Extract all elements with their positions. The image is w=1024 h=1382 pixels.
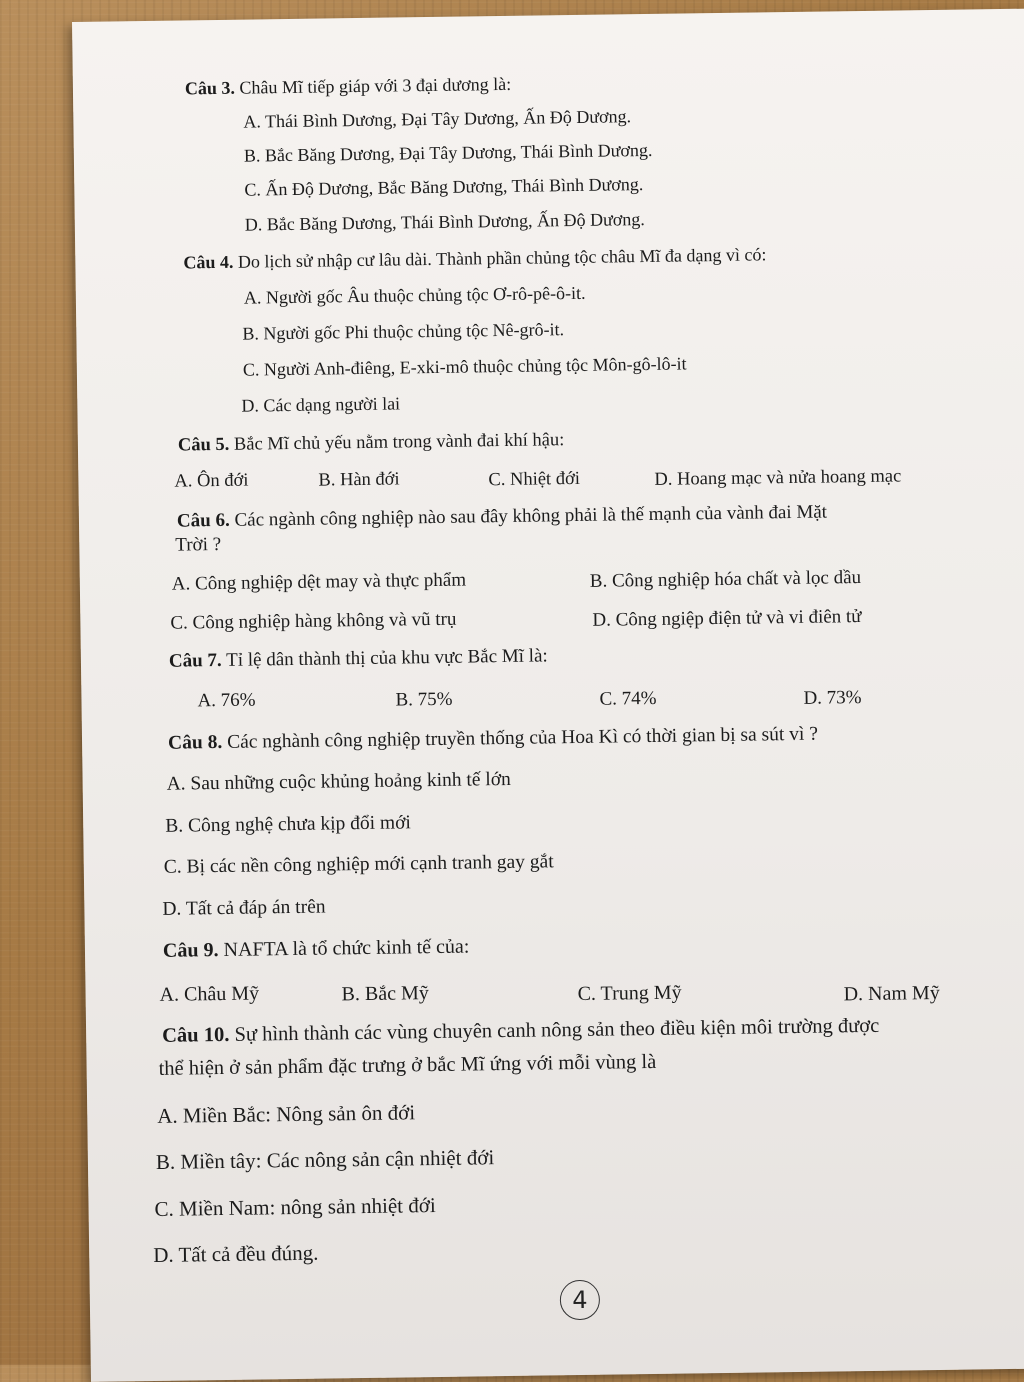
q5-option-c: C. Nhiệt đới	[488, 468, 581, 491]
q5-option-a: A. Ôn đới	[174, 470, 249, 492]
q9-option-a: A. Châu Mỹ	[159, 982, 260, 1006]
question-5	[178, 429, 565, 457]
question-text: NAFTA là tổ chức kinh tế của:	[223, 935, 470, 961]
q8-option-a: A. Sau những cuộc khủng hoảng kinh tế lớn	[166, 768, 511, 795]
q9-option-d: D. Nam Mỹ	[843, 981, 940, 1006]
question-label: Câu 4.	[183, 251, 234, 273]
q8-option-d: D. Tất cả đáp án trên	[162, 896, 326, 920]
exam-paper	[72, 9, 1024, 1382]
q7-option-b: B. 75%	[395, 688, 453, 711]
question-6-text-cont: Trời ?	[175, 533, 222, 556]
question-label: Câu 7.	[168, 649, 222, 672]
q6-option-b: B. Công nghiệp hóa chất và lọc dầu	[589, 567, 862, 592]
question-label: Câu 9.	[162, 939, 219, 962]
question-10	[162, 1014, 879, 1049]
question-text: Các ngành công nghiệp nào sau đây không phải là thế mạnh của vành đai Mặt	[234, 501, 828, 531]
exam-text	[72, 9, 1024, 1382]
question-label: Câu 5.	[177, 434, 230, 456]
question-text: Sự hình thành các vùng chuyên canh nông sản theo điều kiện môi trường được	[234, 1014, 880, 1046]
question-8	[168, 723, 818, 755]
question-text: Châu Mĩ tiếp giáp với 3 đại dương là:	[239, 73, 512, 98]
q6-option-c: C. Công nghiệp hàng không và vũ trụ	[170, 608, 457, 634]
q10-option-b: B. Miền tây: Các nông sản cận nhiệt đới	[155, 1145, 495, 1174]
page-number: 4	[560, 1280, 601, 1321]
q4-option-c: C. Người Anh-điêng, E-xki-mô thuộc chủng tộc Môn-gô-lô-it	[242, 353, 687, 380]
q10-option-d: D. Tất cả đều đúng.	[153, 1240, 319, 1267]
question-label: Câu 3.	[184, 77, 236, 99]
question-6	[177, 502, 827, 534]
q7-option-c: C. 74%	[599, 687, 657, 710]
question-9	[163, 935, 470, 963]
q7-option-d: D. 73%	[803, 687, 862, 709]
q9-option-b: B. Bắc Mỹ	[341, 982, 429, 1006]
q3-option-c: C. Ấn Độ Dương, Bắc Băng Dương, Thái Bình Dương.	[244, 174, 644, 200]
question-text: Bắc Mĩ chủ yếu nằm trong vành đai khí hậu:	[233, 430, 565, 455]
q6-option-a: A. Công nghiệp dệt may và thực phẩm	[171, 569, 467, 595]
question-label: Câu 8.	[167, 731, 223, 754]
q3-option-d: D. Bắc Băng Dương, Thái Bình Dương, Ấn Độ Dương.	[244, 209, 645, 235]
question-10-text-cont: thể hiện ở sản phẩm đặc trưng ở bắc Mĩ ứng với mỗi vùng là	[158, 1050, 657, 1080]
q8-option-b: B. Công nghệ chưa kịp đổi mới	[165, 812, 412, 837]
question-4	[183, 244, 766, 274]
question-label: Câu 10.	[162, 1023, 230, 1047]
q5-option-d: D. Hoang mạc và nửa hoang mạc	[654, 466, 902, 490]
q10-option-a: A. Miền Bắc: Nông sản ôn đới	[157, 1100, 416, 1128]
q3-option-a: A. Thái Bình Dương, Đại Tây Dương, Ấn Độ Dương.	[243, 106, 632, 132]
q4-option-d: D. Các dạng người lai	[241, 393, 401, 416]
q7-option-a: A. 76%	[197, 689, 256, 712]
q5-option-b: B. Hàn đới	[318, 469, 400, 491]
q9-option-c: C. Trung Mỹ	[577, 981, 682, 1006]
q4-option-b: B. Người gốc Phi thuộc chủng tộc Nê-grô-it.	[242, 319, 565, 344]
q10-option-c: C. Miền Nam: nông sản nhiệt đới	[154, 1193, 436, 1221]
question-text: Các nghành công nghiệp truyền thống của Hoa Kì có thời gian bị sa sút vì ?	[226, 723, 819, 753]
question-label: Câu 6.	[176, 509, 230, 532]
question-text: Tỉ lệ dân thành thị của khu vực Bắc Mĩ là:	[226, 645, 548, 671]
q8-option-c: C. Bị các nền công nghiệp mới cạnh tranh gay gắt	[163, 851, 554, 878]
question-3	[185, 74, 512, 100]
q6-option-d: D. Công ngiệp điện tử và vi điên tử	[592, 606, 862, 631]
q4-option-a: A. Người gốc Âu thuộc chủng tộc Ơ-rô-pê-ô-it.	[243, 282, 586, 308]
question-text: Do lịch sử nhập cư lâu dài. Thành phần chủng tộc châu Mĩ đa dạng vì có:	[237, 244, 767, 272]
q3-option-b: B. Bắc Băng Dương, Đại Tây Dương, Thái Bình Dương.	[243, 139, 653, 166]
question-7	[169, 645, 548, 673]
